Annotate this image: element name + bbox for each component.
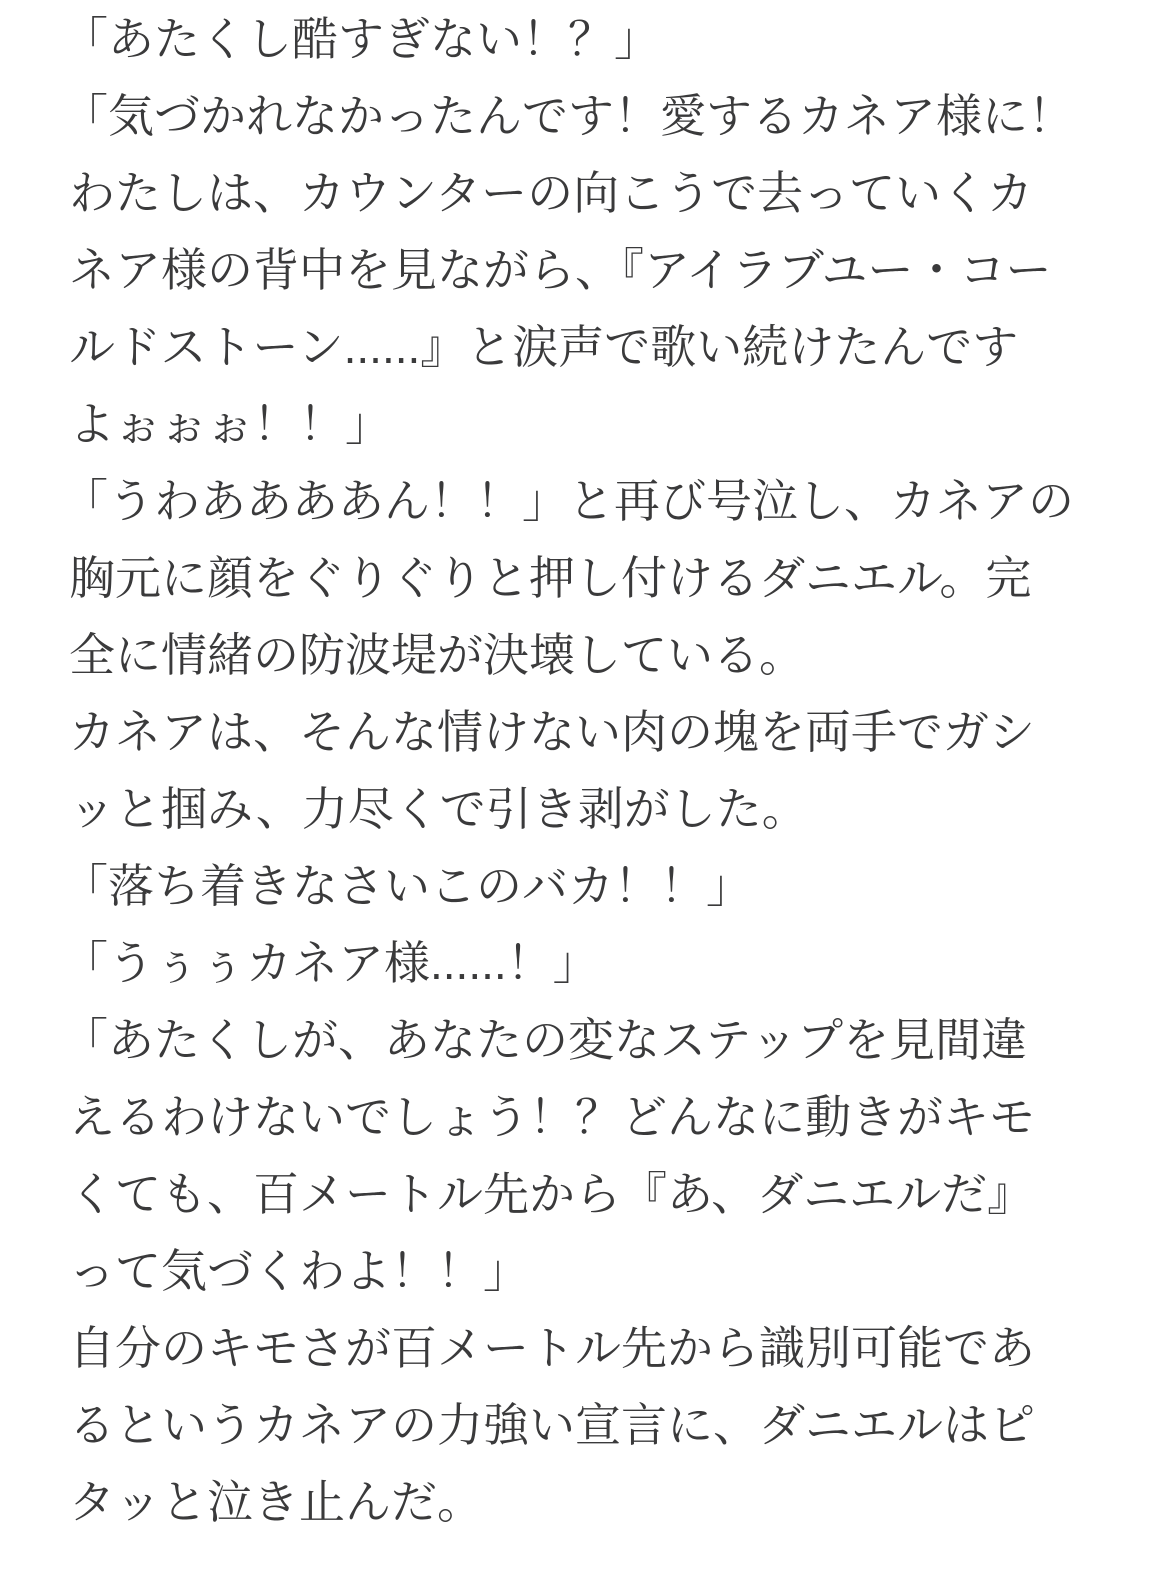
text-line: 「うぅぅカネア様......！」 (62, 937, 599, 989)
text-line: るというカネアの力強い宣言に、ダニエルはピ (69, 1399, 1035, 1451)
text-line: 自分のキモさが百メートル先から識別可能であ (69, 1322, 1035, 1374)
text-line: 「あたくしが、あなたの変なステップを見間違 (62, 1014, 1028, 1066)
text-line: カネアは、そんな情けない肉の塊を両手でガシ (69, 706, 1035, 758)
text-line: 「あたくし酷すぎない！？」 (62, 13, 660, 65)
text-line: ルドストーン......』と涙声で歌い続けたんです (69, 321, 1019, 373)
text-line: 「うわああああん！！」と再び号泣し、カネアの (62, 475, 1074, 527)
text-line: 「気づかれなかったんです！愛するカネア様に！ (62, 90, 1074, 142)
text-line: って気づくわよ！！」 (69, 1245, 529, 1297)
text-line: 全に情緒の防波堤が決壊している。 (69, 629, 805, 681)
text-line: くても、百メートル先から『あ、ダニエルだ』 (69, 1168, 1034, 1220)
text-line: よぉぉぉ！！」 (69, 398, 391, 450)
text-line: タッと泣き止んだ。 (69, 1476, 483, 1528)
text-line: 胸元に顔をぐりぐりと押し付けるダニエル。完 (69, 552, 1032, 604)
text-line: ッと掴み、力尽くで引き剥がした。 (69, 783, 808, 835)
novel-text (62, 1, 1122, 1541)
text-line: ネア様の背中を見ながら、『アイラブユー・コー (69, 244, 1052, 296)
text-line: 「落ち着きなさいこのバカ！！」 (62, 860, 752, 912)
text-line: えるわけないでしょう！？どんなに動きがキモ (69, 1091, 1035, 1143)
text-line: わたしは、カウンターの向こうで去っていくカ (69, 167, 1034, 219)
